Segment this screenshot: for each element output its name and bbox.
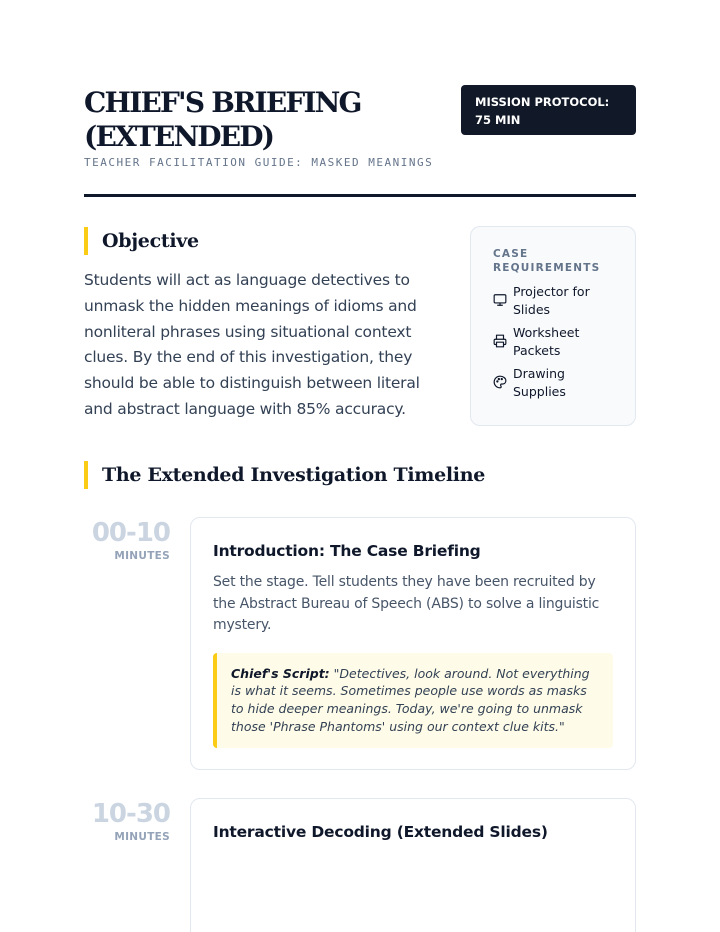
timeline-card-description: Set the stage. Tell students they have been recruited by the Abstract Bureau of Speech (ABS) to solve a linguistic mystery.: [213, 574, 600, 633]
timeline-heading-label: The Extended Investigation Timeline: [102, 464, 486, 486]
requirement-item: [493, 365, 617, 401]
timeline-time-block: [84, 518, 170, 562]
mission-protocol-badge: MISSION PROTOCOL: 75 MIN: [461, 85, 636, 135]
time-unit: MINUTES: [114, 550, 170, 562]
heading-accent-bar: [84, 227, 88, 255]
requirements-list: [493, 283, 617, 401]
script-text: "Detectives, look around. Not everything is what it seems. Sometimes people use words as masks to hide deeper meanings. Today, we're going to unmask those 'Phrase Phantoms' using our context clue kits.": [231, 665, 590, 734]
page-title: CHIEF'S BRIEFING (EXTENDED): [84, 86, 361, 153]
time-range: 00-10: [91, 518, 170, 548]
timeline-card: [190, 798, 636, 932]
requirement-label: Worksheet Packets: [513, 325, 580, 358]
case-requirements-panel: [470, 226, 636, 426]
requirement-label: Drawing Supplies: [513, 366, 566, 399]
page-subtitle: TEACHER FACILITATION GUIDE: MASKED MEANINGS: [84, 156, 434, 169]
timeline-card: [190, 517, 636, 770]
printer-icon: [493, 334, 507, 348]
objective-heading-label: Objective: [102, 230, 199, 252]
time-range: 10-30: [91, 799, 170, 829]
palette-icon: [493, 375, 507, 389]
timeline-time-block: [84, 799, 170, 843]
briefing-page: [84, 0, 636, 932]
chief-script-callout: [213, 653, 613, 748]
header: [84, 86, 636, 198]
time-unit: MINUTES: [114, 831, 170, 843]
timeline-card-title: Interactive Decoding (Extended Slides): [213, 823, 548, 841]
requirement-item: [493, 283, 617, 319]
timeline-heading: [84, 460, 485, 490]
requirement-label: Projector for Slides: [513, 284, 590, 317]
timeline-card-title: Introduction: The Case Briefing: [213, 542, 481, 560]
objective-heading: [84, 226, 199, 256]
requirement-item: [493, 324, 617, 360]
monitor-icon: [493, 293, 507, 307]
script-label: Chief's Script:: [231, 665, 330, 681]
objective-text: Students will act as language detectives to unmask the hidden meanings of idioms and nonliteral phrases using situational context clues. By the end of this investigation, they should be able to distinguish between literal and abstract language with 85% accuracy.: [84, 271, 420, 418]
heading-accent-bar: [84, 461, 88, 489]
case-requirements-title: CASE REQUIREMENTS: [493, 248, 601, 274]
header-divider: [84, 194, 636, 197]
